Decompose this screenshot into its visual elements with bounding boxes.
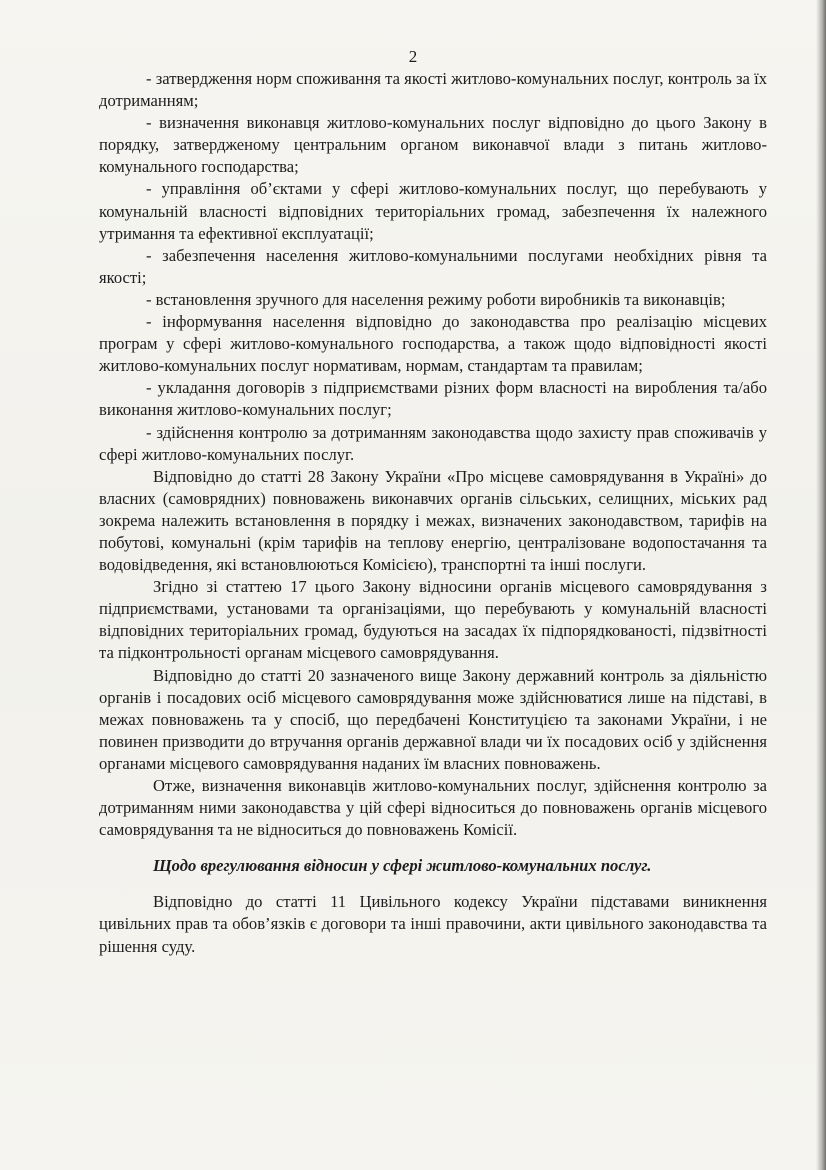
paragraph-article-17: Згідно зі статтею 17 цього Закону відносини органів місцевого самоврядування з підприємствами, установами та організаціями, що перебувають у комунальній власності відповідних територіальних громад, будуються на засадах їх підпорядкованості, підзвітності та підконтрольності органам місцевого самоврядування. — [99, 577, 767, 663]
paragraph-article-28: Відповідно до статті 28 Закону України «Про місцеве самоврядування в Україні» до власних (самоврядних) повноважень виконавчих органів сільських, селищних, міських рад зокрема належить встановлення в порядку і межах, визначених законодавством, тарифів на побутові, комунальні (крім тарифів на теплову енергію, централізоване водопостачання та водовідведення, які встановлюються Комісією), транспортні та інші послуги. — [99, 466, 767, 575]
paragraph-article-20: Відповідно до статті 20 зазначеного вище Закону державний контроль за діяльністю органів і посадових осіб місцевого самоврядування може здійснюватися лише на підставі, в межах повноважень та у спосіб, що передбачені Конституцією та законами України, і не повинен призводити до втручання органів державної влади чи їх посадових осіб у здійснення органами місцевого самоврядування наданих їм власних повноважень. — [99, 665, 767, 773]
paragraph-conclusion: Отже, визначення виконавців житлово-комунальних послуг, здійснення контролю за дотриманням ними законодавства у цій сфері відноситься до повноважень органів місцевого самоврядування та не відноситься до повноважень Комісії. — [99, 776, 767, 840]
list-item: - визначення виконавця житлово-комунальних послуг відповідно до цього Закону в порядку, затвердженому центральним органом виконавчої влади з питань житлово-комунального господарства; — [99, 113, 767, 177]
document-body — [99, 68, 767, 958]
scan-edge-shadow — [816, 0, 826, 1170]
page-number: 2 — [408, 47, 418, 66]
list-item: - управління об’єктами у сфері житлово-комунальних послуг, що перебувають у комунальній власності відповідних територіальних громад, забезпечення їх належного утримання та ефективної експлуатації; — [99, 179, 767, 243]
list-item: - затвердження норм споживання та якості житлово-комунальних послуг, контроль за їх дотриманням; — [99, 69, 767, 111]
list-item: - укладання договорів з підприємствами різних форм власності на виробления та/або виконання житлово-комунальних послуг; — [99, 378, 767, 420]
list-item: - інформування населення відповідно до законодавства про реалізацію місцевих програм у сфері житлово-комунального господарства, а також щодо відповідності якості житлово-комунальних послуг нормативам, нормам, стандартам та правилам; — [99, 312, 767, 376]
section-heading: Щодо врегулювання відносин у сфері житлово-комунальних послуг. — [153, 856, 652, 876]
paragraph-civil-code: Відповідно до статті 11 Цивільного кодексу України підставами виникнення цивільних прав та обов’язків є договори та інші правочини, акти цивільного законодавства та рішення суду. — [99, 892, 767, 956]
list-item: - здійснення контролю за дотриманням законодавства щодо захисту прав споживачів у сфері житлово-комунальних послуг. — [99, 422, 767, 464]
list-item: - забезпечення населення житлово-комунальними послугами необхідних рівня та якості; — [99, 245, 767, 287]
list-item: - встановлення зручного для населення режиму роботи виробників та виконавців; — [146, 289, 726, 309]
